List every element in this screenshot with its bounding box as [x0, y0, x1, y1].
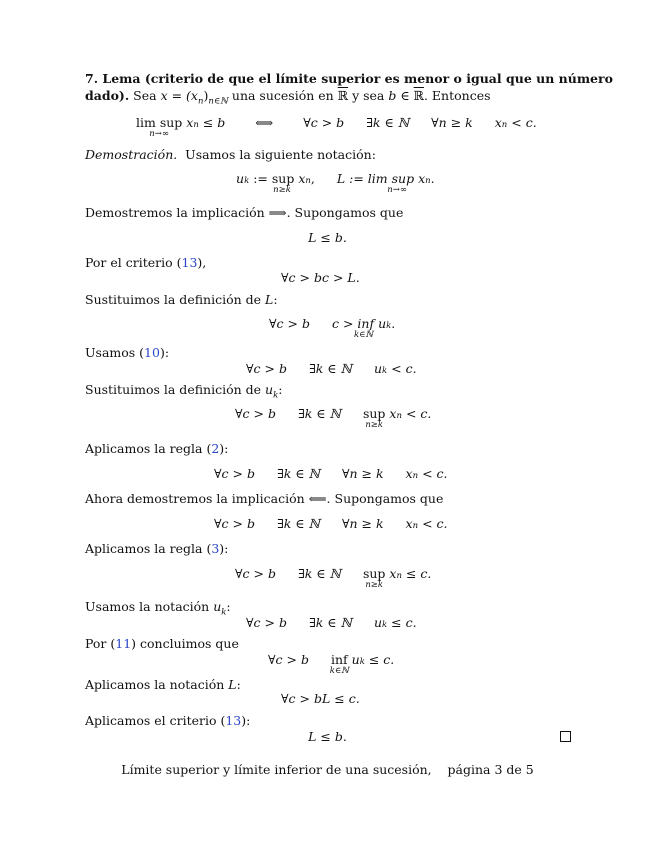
display-11: ∀c > bL ≤ c.: [281, 691, 360, 706]
ref-13b-link[interactable]: 13: [225, 713, 242, 728]
proof-para-10: Por (11) concluimos que: [85, 636, 239, 651]
lemma-intro: dado). Sea $x = (x_n)_{n\in ℕ}$ una sucesión en ℝ y sea b ∈ ℝ. Entonces: [85, 88, 491, 107]
proof-para-12: Aplicamos el criterio (13):: [85, 713, 251, 728]
proof-para-6: Aplicamos la regla (2):: [85, 441, 229, 456]
notation-display: u k := sup n≥k x n , L := lim sup n→∞ x n .: [236, 171, 435, 195]
display-2: ∀c > bc > L.: [281, 270, 360, 285]
display-6: ∀c > b ∃k ∈ ℕ ∀n ≥ k x n < c.: [214, 466, 448, 481]
proof-para-3: Sustituimos la definición de L:: [85, 292, 278, 307]
ref-10-link[interactable]: 10: [144, 345, 160, 360]
display-9: ∀c > b ∃k ∈ ℕ u k ≤ c.: [246, 615, 417, 630]
display-5: ∀c > b ∃k ∈ ℕ sup n≥k x n < c.: [235, 406, 432, 430]
display-4: ∀c > b ∃k ∈ ℕ u k < c.: [246, 361, 417, 376]
display-10: ∀c > b inf k∈ℕ u k ≤ c.: [268, 652, 395, 676]
lemma-title: 7. Lema (criterio de que el límite superior es menor o igual que un número: [85, 71, 613, 86]
display-7: ∀c > b ∃k ∈ ℕ ∀n ≥ k x n < c.: [214, 516, 448, 531]
ref-13-link[interactable]: 13: [181, 255, 198, 270]
proof-para-7: Ahora demostremos la implicación ⟸. Supongamos que: [85, 491, 444, 506]
ref-3-link[interactable]: 3: [211, 541, 220, 556]
proof-intro: Demostración. Usamos la siguiente notación:: [85, 147, 376, 162]
proof-para-8: Aplicamos la regla (3):: [85, 541, 229, 556]
display-3: ∀c > b c > inf k∈ℕ u k .: [269, 316, 396, 340]
proof-para-5: Sustituimos la definición de $u_k$:: [85, 382, 283, 401]
proof-para-4: Usamos (10):: [85, 345, 170, 360]
page-footer: Límite superior y límite inferior de una sucesión, página 3 de 5: [121, 762, 534, 777]
qed-square-icon: [560, 731, 571, 742]
display-8: ∀c > b ∃k ∈ ℕ sup n≥k x n ≤ c.: [235, 566, 432, 590]
ref-11-link[interactable]: 11: [115, 636, 132, 651]
proof-para-11: Aplicamos la notación L:: [85, 677, 241, 692]
proof-para-9: Usamos la notación $u_k$:: [85, 599, 231, 618]
display-12: L ≤ b.: [308, 729, 347, 744]
proof-para-1: Demostremos la implicación ⟹. Supongamos que: [85, 205, 404, 220]
ref-2-link[interactable]: 2: [211, 441, 220, 456]
display-1: L ≤ b.: [308, 230, 347, 245]
lemma-statement: lim sup n→∞ x n ≤ b ⟺ ∀c > b ∃k ∈ ℕ ∀n ≥ k x n < c.: [136, 115, 537, 139]
proof-para-2: Por el criterio (13),: [85, 255, 207, 270]
